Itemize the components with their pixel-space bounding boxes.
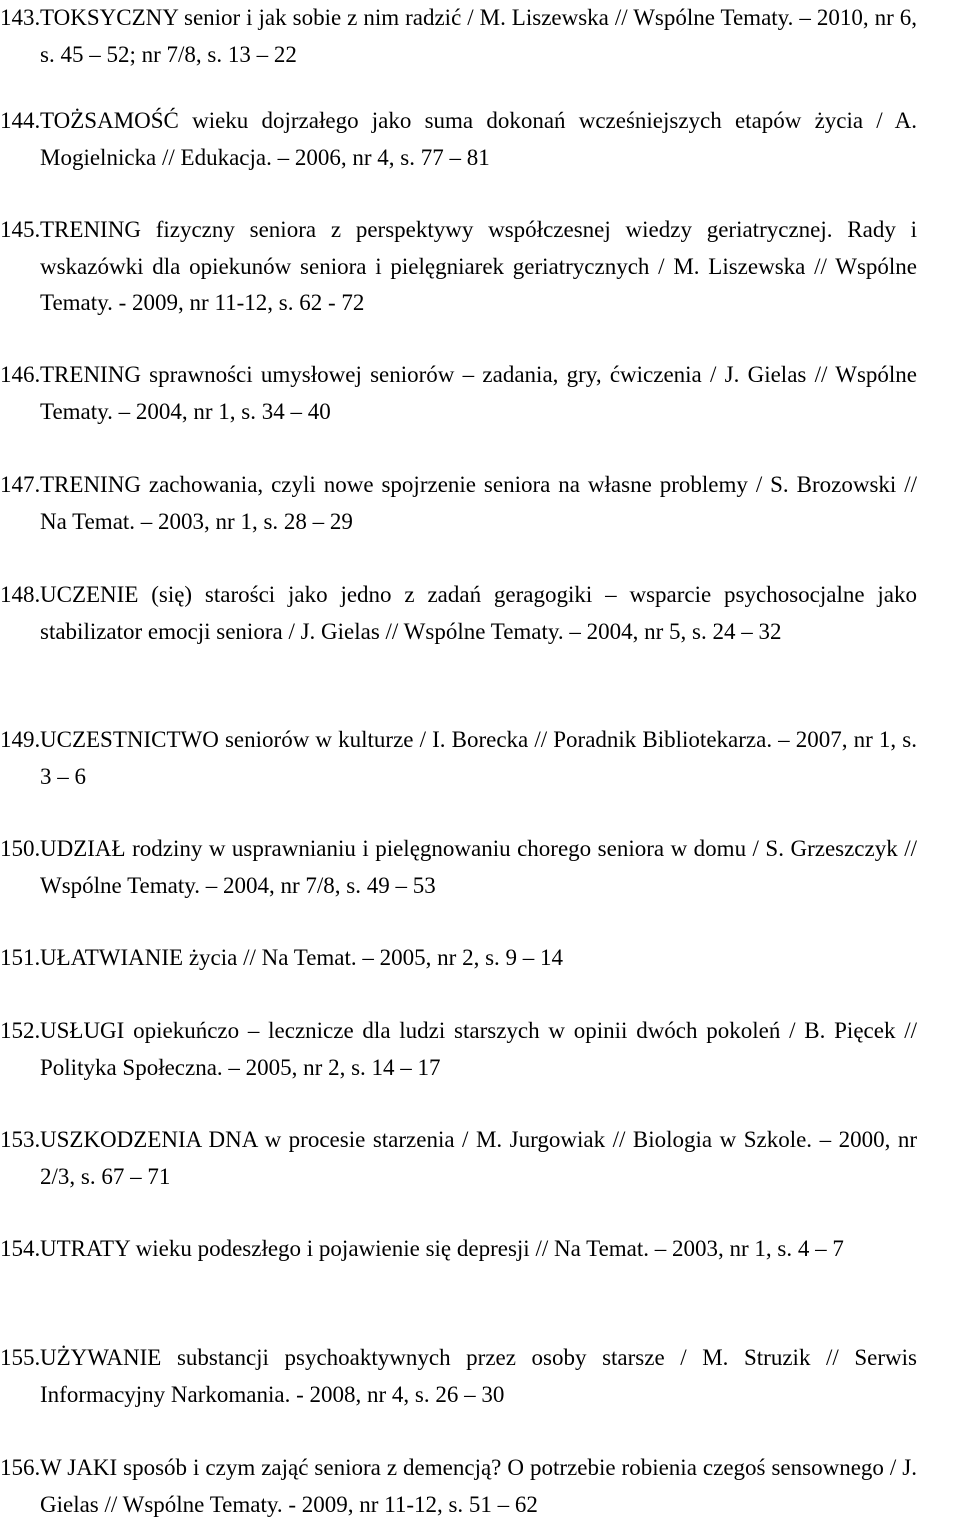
entry-text: UTRATY wieku podeszłego i pojawienie się depresji // Na Temat. – 2003, nr 1, s. 4 – 7 (40, 1236, 844, 1261)
entry-text: UCZESTNICTWO seniorów w kulturze / I. Borecka // Poradnik Bibliotekarza. – 2007, nr 1, s. 3 – 6 (40, 727, 917, 789)
entry-number: 146. (0, 362, 41, 387)
entry-number: 154. (0, 1236, 41, 1261)
entry-text: TOKSYCZNY senior i jak sobie z nim radzić / M. Liszewska // Wspólne Tematy. – 2010, nr 6, s. 45 – 52; nr 7/8, s. 13 – 22 (40, 5, 917, 67)
bibliography-entry-143 (0, 0, 917, 73)
entry-number: 150. (0, 836, 41, 861)
bibliography-entry-154 (0, 1231, 917, 1268)
entry-text: TOŻSAMOŚĆ wieku dojrzałego jako suma dokonań wcześniejszych etapów życia / A. Mogielnicka // Edukacja. – 2006, nr 4, s. 77 – 81 (40, 108, 917, 170)
bibliography-entry-153 (0, 1122, 917, 1195)
entry-number: 149. (0, 727, 41, 752)
entry-text: USŁUGI opiekuńczo – lecznicze dla ludzi starszych w opinii dwóch pokoleń / B. Pięcek // Polityka Społeczna. – 2005, nr 2, s. 14 – 17 (40, 1018, 917, 1080)
entry-number: 145. (0, 217, 41, 242)
bibliography-entry-156 (0, 1450, 917, 1523)
entry-text: USZKODZENIA DNA w procesie starzenia / M. Jurgowiak // Biologia w Szkole. – 2000, nr 2/3, s. 67 – 71 (40, 1127, 917, 1189)
entry-text: TRENING zachowania, czyli nowe spojrzenie seniora na własne problemy / S. Brozowski // Na Temat. – 2003, nr 1, s. 28 – 29 (40, 472, 917, 534)
entry-number: 148. (0, 582, 41, 607)
bibliography-entry-147 (0, 467, 917, 540)
entry-text: TRENING fizyczny seniora z perspektywy współczesnej wiedzy geriatrycznej. Rady i wskazówki dla opiekunów seniora i pielęgniarek geriatrycznych / M. Liszewska // Wspólne Tematy. - 2009, nr 11-12, s. 62 - 72 (40, 217, 917, 315)
entry-number: 151. (0, 945, 41, 970)
bibliography-entry-145 (0, 212, 917, 322)
entry-text: UŻYWANIE substancji psychoaktywnych przez osoby starsze / M. Struzik // Serwis Informacyjny Narkomania. - 2008, nr 4, s. 26 – 30 (40, 1345, 917, 1407)
entry-number: 147. (0, 472, 41, 497)
entry-number: 143. (0, 5, 41, 30)
entry-text: TRENING sprawności umysłowej seniorów – zadania, gry, ćwiczenia / J. Gielas // Wspólne Tematy. – 2004, nr 1, s. 34 – 40 (40, 362, 917, 424)
entry-number: 155. (0, 1345, 41, 1370)
bibliography-entry-151 (0, 940, 917, 977)
bibliography-entry-155 (0, 1340, 917, 1413)
entry-number: 144. (0, 108, 41, 133)
bibliography-entry-150 (0, 831, 917, 904)
bibliography-entry-152 (0, 1013, 917, 1086)
entry-text: W JAKI sposób i czym zająć seniora z demencją? O potrzebie robienia czegoś sensownego / J. Gielas // Wspólne Tematy. - 2009, nr 11-12, s. 51 – 62 (40, 1455, 917, 1517)
bibliography-entry-148 (0, 577, 917, 650)
entry-text: UCZENIE (się) starości jako jedno z zadań geragogiki – wsparcie psychosocjalne jako stabilizator emocji seniora / J. Gielas // Wspólne Tematy. – 2004, nr 5, s. 24 – 32 (40, 582, 917, 644)
entry-text: UŁATWIANIE życia // Na Temat. – 2005, nr 2, s. 9 – 14 (40, 945, 564, 970)
entry-number: 153. (0, 1127, 41, 1152)
bibliography-entry-146 (0, 357, 917, 430)
bibliography-entry-149 (0, 722, 917, 795)
entry-number: 152. (0, 1018, 41, 1043)
entry-number: 156. (0, 1455, 41, 1480)
bibliography-entry-144 (0, 103, 917, 176)
entry-text: UDZIAŁ rodziny w usprawnianiu i pielęgnowaniu chorego seniora w domu / S. Grzeszczyk // Wspólne Tematy. – 2004, nr 7/8, s. 49 – 53 (40, 836, 917, 898)
